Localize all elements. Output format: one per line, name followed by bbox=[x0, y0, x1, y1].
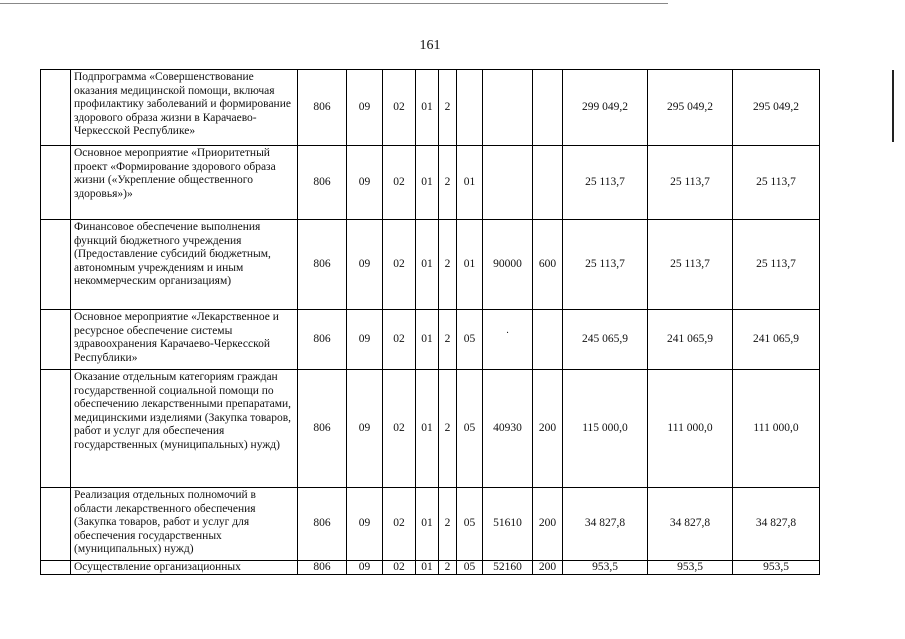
amount-year-1: 25 113,7 bbox=[563, 146, 648, 220]
amount-year-1: 299 049,2 bbox=[563, 70, 648, 146]
amount-year-1: 953,5 bbox=[563, 561, 648, 575]
program-code: 01 bbox=[416, 220, 439, 310]
scan-margin-mark bbox=[892, 70, 894, 142]
expense-type-code: 600 bbox=[533, 220, 563, 310]
program-code: 01 bbox=[416, 310, 439, 370]
amount-year-1: 34 827,8 bbox=[563, 488, 648, 561]
expense-type-code bbox=[533, 310, 563, 370]
event-code: 01 bbox=[457, 146, 483, 220]
row-number-cell bbox=[41, 370, 71, 488]
budget-table bbox=[40, 69, 820, 575]
amount-year-1: 115 000,0 bbox=[563, 370, 648, 488]
subprogram-code: 2 bbox=[439, 488, 457, 561]
subprogram-code: 2 bbox=[439, 561, 457, 575]
table-row bbox=[41, 488, 820, 561]
ministry-code: 806 bbox=[298, 146, 347, 220]
section-code: 09 bbox=[347, 370, 383, 488]
row-name: Осуществление организационных bbox=[71, 561, 298, 575]
direction-code: 52160 bbox=[483, 561, 533, 575]
ministry-code: 806 bbox=[298, 561, 347, 575]
expense-type-code: 200 bbox=[533, 370, 563, 488]
subsection-code: 02 bbox=[383, 370, 416, 488]
subprogram-code: 2 bbox=[439, 146, 457, 220]
amount-year-2: 295 049,2 bbox=[648, 70, 733, 146]
event-code: 01 bbox=[457, 220, 483, 310]
event-code: 05 bbox=[457, 370, 483, 488]
ministry-code: 806 bbox=[298, 488, 347, 561]
amount-year-1: 245 065,9 bbox=[563, 310, 648, 370]
direction-code: 51610 bbox=[483, 488, 533, 561]
table-row bbox=[41, 370, 820, 488]
subprogram-code: 2 bbox=[439, 70, 457, 146]
section-code: 09 bbox=[347, 70, 383, 146]
row-name: Основное мероприятие «Лекарственное и ресурсное обеспечение системы здравоохранения Карачаево-Черкесской Республики» bbox=[71, 310, 298, 370]
ministry-code: 806 bbox=[298, 310, 347, 370]
ministry-code: 806 bbox=[298, 70, 347, 146]
table-row bbox=[41, 310, 820, 370]
amount-year-3: 241 065,9 bbox=[733, 310, 820, 370]
row-number-cell bbox=[41, 220, 71, 310]
ministry-code: 806 bbox=[298, 370, 347, 488]
direction-code bbox=[483, 146, 533, 220]
amount-year-1: 25 113,7 bbox=[563, 220, 648, 310]
direction-code bbox=[483, 70, 533, 146]
event-code: 05 bbox=[457, 488, 483, 561]
row-name: Оказание отдельным категориям граждан государственной социальной помощи по обеспечению лекарственными препаратами, медицинскими изделиями (Закупка товаров, работ и услуг для обеспечения государственных (муниципальных) нужд) bbox=[71, 370, 298, 488]
subsection-code: 02 bbox=[383, 488, 416, 561]
subprogram-code: 2 bbox=[439, 310, 457, 370]
amount-year-3: 25 113,7 bbox=[733, 220, 820, 310]
page-number: 161 bbox=[419, 38, 441, 53]
section-code: 09 bbox=[347, 146, 383, 220]
section-code: 09 bbox=[347, 310, 383, 370]
subsection-code: 02 bbox=[383, 310, 416, 370]
row-name: Финансовое обеспечение выполнения функций бюджетного учреждения (Предоставление субсидий бюджетным, автономным учреждениям и иным некоммерческим организациям) bbox=[71, 220, 298, 310]
table-row bbox=[41, 146, 820, 220]
subsection-code: 02 bbox=[383, 70, 416, 146]
direction-code bbox=[483, 310, 533, 370]
ministry-code: 806 bbox=[298, 220, 347, 310]
table-row bbox=[41, 220, 820, 310]
event-code: 05 bbox=[457, 561, 483, 575]
subsection-code: 02 bbox=[383, 561, 416, 575]
program-code: 01 bbox=[416, 70, 439, 146]
row-number-cell bbox=[41, 146, 71, 220]
amount-year-2: 953,5 bbox=[648, 561, 733, 575]
section-code: 09 bbox=[347, 488, 383, 561]
row-name: Подпрограмма «Совершенствование оказания медицинской помощи, включая профилактику заболеваний и формирование здорового образа жизни в Карачаево-Черкесской Республике» bbox=[71, 70, 298, 146]
amount-year-3: 25 113,7 bbox=[733, 146, 820, 220]
amount-year-2: 25 113,7 bbox=[648, 146, 733, 220]
amount-year-3: 295 049,2 bbox=[733, 70, 820, 146]
section-code: 09 bbox=[347, 561, 383, 575]
amount-year-2: 111 000,0 bbox=[648, 370, 733, 488]
amount-year-3: 111 000,0 bbox=[733, 370, 820, 488]
program-code: 01 bbox=[416, 488, 439, 561]
subsection-code: 02 bbox=[383, 146, 416, 220]
expense-type-code: 200 bbox=[533, 561, 563, 575]
amount-year-3: 34 827,8 bbox=[733, 488, 820, 561]
row-number-cell bbox=[41, 310, 71, 370]
row-number-cell bbox=[41, 488, 71, 561]
scan-speck: · bbox=[505, 327, 510, 339]
program-code: 01 bbox=[416, 146, 439, 220]
section-code: 09 bbox=[347, 220, 383, 310]
subsection-code: 02 bbox=[383, 220, 416, 310]
amount-year-2: 241 065,9 bbox=[648, 310, 733, 370]
subprogram-code: 2 bbox=[439, 370, 457, 488]
row-number-cell bbox=[41, 70, 71, 146]
direction-code: 90000 bbox=[483, 220, 533, 310]
row-name: Реализация отдельных полномочий в области лекарственного обеспечения (Закупка товаров, работ и услуг для обеспечения государственных (муниципальных) нужд) bbox=[71, 488, 298, 561]
row-name: Основное мероприятие «Приоритетный проект «Формирование здорового образа жизни («Укрепление общественного здоровья»)» bbox=[71, 146, 298, 220]
direction-code: 40930 bbox=[483, 370, 533, 488]
table-row bbox=[41, 70, 820, 146]
amount-year-3: 953,5 bbox=[733, 561, 820, 575]
amount-year-2: 34 827,8 bbox=[648, 488, 733, 561]
event-code bbox=[457, 70, 483, 146]
row-number-cell bbox=[41, 561, 71, 575]
event-code: 05 bbox=[457, 310, 483, 370]
table-row bbox=[41, 561, 820, 575]
subprogram-code: 2 bbox=[439, 220, 457, 310]
expense-type-code bbox=[533, 70, 563, 146]
amount-year-2: 25 113,7 bbox=[648, 220, 733, 310]
scan-top-edge bbox=[0, 3, 668, 4]
expense-type-code bbox=[533, 146, 563, 220]
program-code: 01 bbox=[416, 370, 439, 488]
program-code: 01 bbox=[416, 561, 439, 575]
expense-type-code: 200 bbox=[533, 488, 563, 561]
